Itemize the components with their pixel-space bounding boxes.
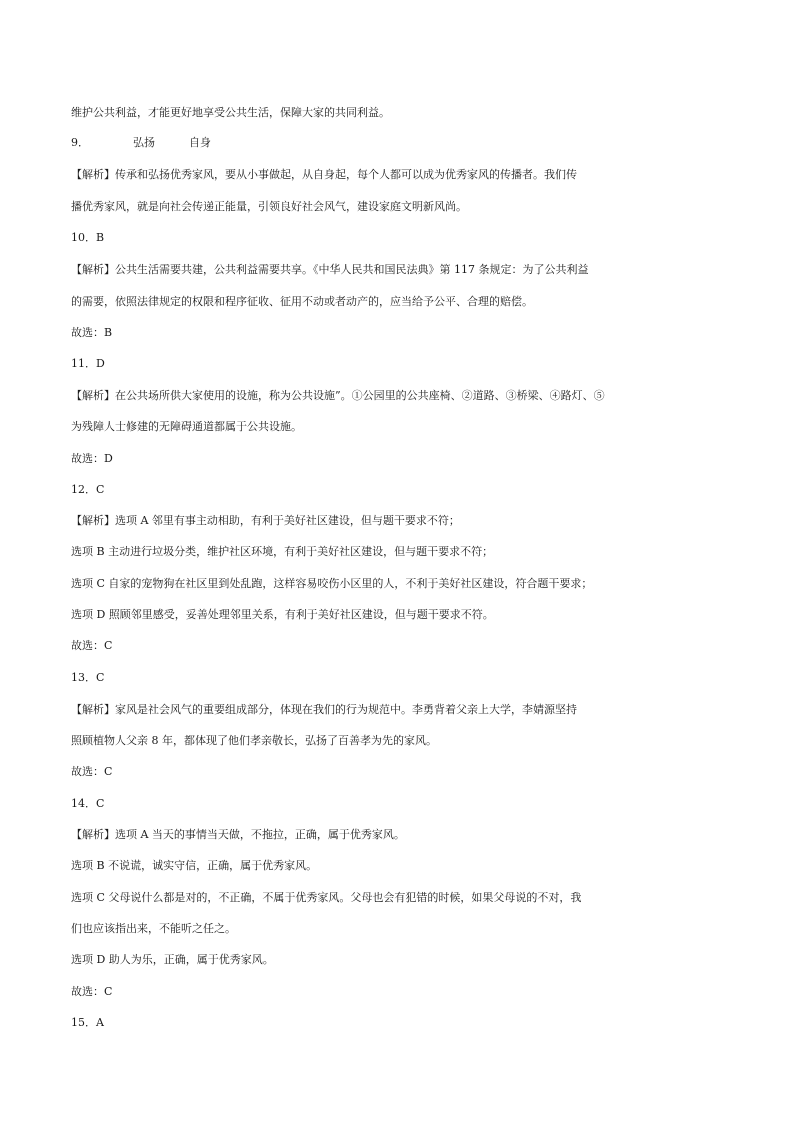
text-line: 播优秀家风，就是向社会传递正能量，引领良好社会风气，建设家庭文明新风尚。 bbox=[71, 200, 467, 213]
question-number: 9． bbox=[71, 136, 89, 149]
text-line: 选项 C 父母说什么都是对的，不正确，不属于优秀家风。父母也会有犯错的时候，如果父母说的不对，我 bbox=[71, 891, 582, 904]
answer-line: 故选：C bbox=[71, 639, 113, 652]
text-line: 选项 C 自家的宠物狗在社区里到处乱跑，这样容易咬伤小区里的人，不利于美好社区建设，符合题干要求； bbox=[71, 577, 593, 590]
text-line: 维护公共利益，才能更好地享受公共生活，保障大家的共同利益。 bbox=[71, 106, 390, 119]
text-line: 的需要，依照法律规定的权限和程序征收、征用不动或者动产的，应当给予公平、合理的赔偿。 bbox=[71, 295, 533, 308]
text-line: 【解析】在公共场所供大家使用的设施，称为公共设施”。①公园里的公共座椅、②道路、③桥梁、④路灯、⑤ bbox=[71, 389, 605, 402]
answer-line: 故选：B bbox=[71, 326, 113, 339]
answer-blank-1: 弘扬 bbox=[133, 136, 155, 149]
text-line: 【解析】公共生活需要共建，公共利益需要共享。《中华人民共和国民法典》第 117 条规定：为了公共利益 bbox=[71, 263, 589, 276]
question-number: 11．D bbox=[71, 357, 105, 370]
question-number: 12．C bbox=[71, 483, 105, 496]
answer-line: 故选：C bbox=[71, 765, 113, 778]
question-number: 15．A bbox=[71, 1016, 104, 1029]
text-line: 照顾植物人父亲 8 年，都体现了他们孝亲敬长，弘扬了百善孝为先的家风。 bbox=[71, 734, 437, 747]
text-line: 选项 D 照顾邻里感受，妥善处理邻里关系，有利于美好社区建设，但与题干要求不符。 bbox=[71, 608, 494, 621]
text-line: 【解析】选项 A 当天的事情当天做，不拖拉，正确，属于优秀家风。 bbox=[71, 828, 405, 841]
answer-line: 故选：C bbox=[71, 985, 113, 998]
answer-blank-2: 自身 bbox=[189, 136, 211, 149]
text-line: 为残障人士修建的无障碍通道都属于公共设施。 bbox=[71, 420, 302, 433]
question-number: 10．B bbox=[71, 231, 105, 244]
text-line: 选项 B 主动进行垃圾分类，维护社区环境，有利于美好社区建设，但与题干要求不符； bbox=[71, 545, 494, 558]
answer-9-line bbox=[71, 134, 731, 152]
text-line: 【解析】家风是社会风气的重要组成部分，体现在我们的行为规范中。李勇背着父亲上大学，李婧源坚持 bbox=[71, 703, 577, 716]
answer-line: 故选：D bbox=[71, 452, 113, 465]
text-line: 们也应该指出来，不能听之任之。 bbox=[71, 922, 236, 935]
question-number: 14．C bbox=[71, 797, 105, 810]
text-line: 选项 D 助人为乐，正确，属于优秀家风。 bbox=[71, 953, 274, 966]
text-line: 选项 B 不说谎，诚实守信，正确，属于优秀家风。 bbox=[71, 859, 318, 872]
question-number: 13．C bbox=[71, 671, 105, 684]
text-line: 【解析】传承和弘扬优秀家风，要从小事做起，从自身起，每个人都可以成为优秀家风的传播者。我们传 bbox=[71, 168, 577, 181]
text-line: 【解析】选项 A 邻里有事主动相助，有利于美好社区建设，但与题干要求不符； bbox=[71, 514, 460, 527]
